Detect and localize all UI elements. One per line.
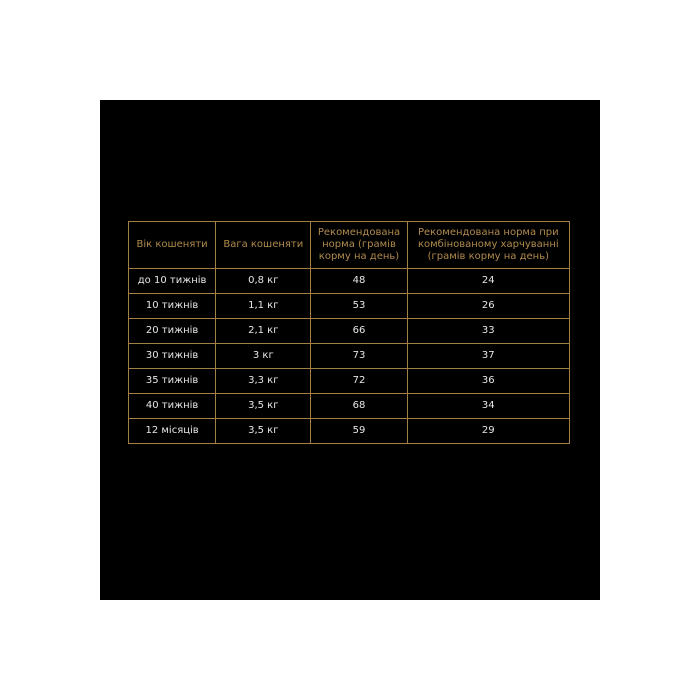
table-row [129, 419, 570, 444]
table-header-row [129, 222, 570, 269]
cell-weight: 3,3 кг [216, 369, 311, 394]
cell-age: 40 тижнів [129, 394, 216, 419]
cell-norm: 73 [311, 344, 407, 369]
table-row [129, 394, 570, 419]
cell-weight: 3 кг [216, 344, 311, 369]
cell-weight: 2,1 кг [216, 319, 311, 344]
cell-combined-norm: 26 [407, 294, 569, 319]
cell-combined-norm: 36 [407, 369, 569, 394]
feeding-table [128, 221, 570, 444]
cell-norm: 53 [311, 294, 407, 319]
cell-combined-norm: 24 [407, 269, 569, 294]
cell-norm: 59 [311, 419, 407, 444]
cell-norm: 66 [311, 319, 407, 344]
header-weight: Вага кошеняти [216, 222, 311, 269]
table-row [129, 294, 570, 319]
table-row [129, 369, 570, 394]
cell-combined-norm: 33 [407, 319, 569, 344]
cell-age: до 10 тижнів [129, 269, 216, 294]
cell-combined-norm: 29 [407, 419, 569, 444]
cell-age: 10 тижнів [129, 294, 216, 319]
header-combined-norm: Рекомендована норма при комбінованому харчуванні (грамів корму на день) [407, 222, 569, 269]
cell-weight: 3,5 кг [216, 394, 311, 419]
cell-combined-norm: 37 [407, 344, 569, 369]
header-age: Вік кошеняти [129, 222, 216, 269]
cell-weight: 0,8 кг [216, 269, 311, 294]
table-row [129, 319, 570, 344]
cell-norm: 72 [311, 369, 407, 394]
cell-age: 35 тижнів [129, 369, 216, 394]
header-recommended-norm: Рекомендована норма (грамів корму на день) [311, 222, 407, 269]
table-row [129, 269, 570, 294]
table-row [129, 344, 570, 369]
cell-age: 12 місяців [129, 419, 216, 444]
cell-combined-norm: 34 [407, 394, 569, 419]
image-panel [100, 100, 600, 600]
cell-age: 30 тижнів [129, 344, 216, 369]
cell-norm: 68 [311, 394, 407, 419]
cell-age: 20 тижнів [129, 319, 216, 344]
cell-weight: 1,1 кг [216, 294, 311, 319]
cell-weight: 3,5 кг [216, 419, 311, 444]
cell-norm: 48 [311, 269, 407, 294]
